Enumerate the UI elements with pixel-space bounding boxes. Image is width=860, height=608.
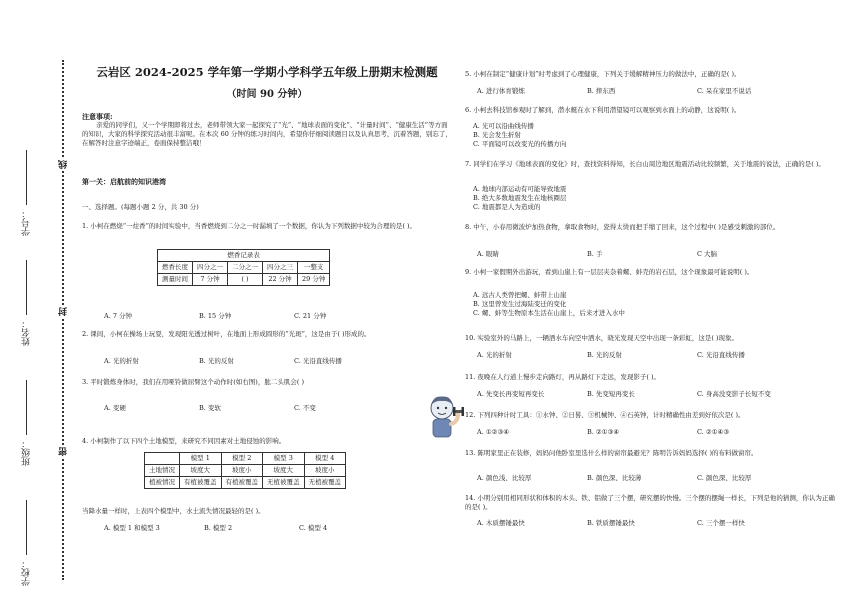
question-8-text: 8. 中午，小春用微波炉加热食物，拿取食物时，瓷得太烫而把手缩了回来，这个过程中( )是感受刺激的部位。 xyxy=(465,223,780,231)
option-b[interactable]: B. 绝大多数地震发生在地核圈层 xyxy=(473,194,567,202)
question-6-text: 6. 小柯去科技馆参观时了解到，潜水艇在水下利用潜望镜可以观察到水面上的动静，这说明( )。 xyxy=(465,106,741,114)
option-a[interactable]: A. 远古人类曾把螺、蚌带上山崖 xyxy=(473,291,567,299)
question-3 xyxy=(82,378,452,387)
option-a[interactable]: A. 先变长再变短再变长 xyxy=(477,390,545,398)
seal-char-seal: 封 xyxy=(59,307,69,316)
question-13-text: 13. 陈明家里正在装修，妈妈问他卧室里选什么样的窗帘最避光？陈明告诉妈妈选择( )的布料做窗帘。 xyxy=(465,449,758,457)
exam-time: （时间 90 分钟） xyxy=(226,89,308,100)
student-id-label: 学号： xyxy=(22,209,32,236)
option-b[interactable]: B. ②①③④ xyxy=(587,428,620,436)
option-b[interactable]: B. 铁质摆锤最快 xyxy=(587,519,635,527)
option-b[interactable]: B. 模型 2 xyxy=(204,524,233,532)
student-name-label: 姓名： xyxy=(22,319,32,346)
table-cell: 无植被覆盖 xyxy=(263,477,305,489)
question-7-options xyxy=(465,185,835,212)
option-c[interactable]: C 大脑 xyxy=(697,250,718,258)
table-cell: 坡度大 xyxy=(263,465,305,477)
option-a[interactable]: A. 木质摆锤最快 xyxy=(477,519,525,527)
student-name-field[interactable] xyxy=(20,260,33,346)
seal-char-secret: 密 xyxy=(59,447,69,456)
question-5-text: 5. 小柯在制定“健康计划”时考虑到了心理健康，下列关于缓解精神压力的做法中，正确的是( )。 xyxy=(465,70,741,78)
question-14-options xyxy=(477,519,847,528)
option-c[interactable]: C. 不变 xyxy=(294,404,316,412)
question-4-text: 4. 小柯制作了以下四个土地模型，来研究不同因素对土地侵蚀的影响。 xyxy=(82,437,286,445)
table-cell: 模型 4 xyxy=(304,453,346,465)
table-cell: 测量时间 xyxy=(158,274,193,286)
question-4 xyxy=(82,437,452,446)
incense-table-title: 燃香记录表 xyxy=(158,250,330,262)
question-8-options xyxy=(477,250,847,259)
table-cell: 燃香长度 xyxy=(158,262,193,274)
question-14-text: 14. 小明分别用相同形状和体积的木头、铁、铝做了三个摆，研究摆的快慢。三个摆的摆绳一样长，下列是他的猜测，你认为正确的是( )。 xyxy=(465,494,835,511)
question-5-options xyxy=(477,87,847,96)
option-b[interactable]: B. 变软 xyxy=(199,404,221,412)
dumbbell-kid-illustration xyxy=(418,392,466,442)
option-c[interactable]: C. 呆在家里不说话 xyxy=(697,87,752,95)
school-field[interactable] xyxy=(20,500,33,586)
table-cell: 模型 3 xyxy=(263,453,305,465)
exam-title: 云岩区 2024-2025 学年第一学期小学科学五年级上册期末检测题 xyxy=(96,65,438,79)
question-4-options xyxy=(104,524,474,533)
table-cell: 坡度大 xyxy=(180,465,222,477)
notes-heading: 注意事项: xyxy=(82,112,113,121)
section-instruction: 一、选择题。(每题小题 2 分，共 30 分) xyxy=(82,203,199,211)
option-a[interactable]: A. 进行体育锻炼 xyxy=(477,87,525,95)
class-field[interactable] xyxy=(20,380,33,466)
table-cell xyxy=(145,453,180,465)
question-11-options xyxy=(477,390,847,399)
option-b[interactable]: B. 这里曾发生过海陆变迁的变化 xyxy=(473,300,567,308)
table-cell: 坡度小 xyxy=(304,465,346,477)
binding-strip xyxy=(0,0,80,608)
question-1-text: 1. 小柯在燃烧“一炷香”的时间实验中，当香燃烧到二分之一时漏填了一个数据，你认为下列数据中较为合理的是( )。 xyxy=(82,222,417,230)
option-c[interactable]: C. 地震都是人为造成的 xyxy=(473,203,541,211)
class-label: 班级： xyxy=(22,439,32,466)
question-13-options xyxy=(477,474,847,483)
table-cell: 模型 2 xyxy=(221,453,263,465)
binding-dotted-line xyxy=(62,60,64,580)
option-c[interactable]: C. 三个摆一样快 xyxy=(697,519,745,527)
option-b[interactable]: B. 摔东西 xyxy=(587,87,616,95)
table-cell[interactable]: ( ) xyxy=(228,274,263,286)
section-heading: 第一关：启航前的知识港湾 xyxy=(82,177,166,186)
option-a[interactable]: A. 眼睛 xyxy=(477,250,499,258)
table-cell: 一整支 xyxy=(298,262,330,274)
option-c[interactable]: C. 光沿直线传播 xyxy=(697,351,745,359)
table-cell: 模型 1 xyxy=(180,453,222,465)
option-c[interactable]: C. ②①④③ xyxy=(697,428,730,436)
option-b[interactable]: B. 先变短再变长 xyxy=(587,390,635,398)
notes-block xyxy=(82,112,452,148)
question-1 xyxy=(82,222,452,231)
option-c[interactable]: C. 光沿直线传播 xyxy=(294,357,342,365)
table-cell: 植被情况 xyxy=(145,477,180,489)
table-cell: 土地情况 xyxy=(145,465,180,477)
question-10-options xyxy=(477,351,847,360)
table-cell: 坡度小 xyxy=(221,465,263,477)
option-c[interactable]: C. 身高没变影子长短不变 xyxy=(697,390,771,398)
option-c[interactable]: C. 平面镜可以改变光的传播方向 xyxy=(473,140,567,148)
option-c[interactable]: C. 21 分钟 xyxy=(294,312,327,320)
option-b[interactable]: B. 颜色深、比较薄 xyxy=(587,474,642,482)
land-model-table xyxy=(144,452,346,489)
option-a[interactable]: A. 地球内部运动有可能导致地震 xyxy=(473,185,567,193)
table-cell: 29 分钟 xyxy=(298,274,330,286)
option-b[interactable]: B. 光会发生折射 xyxy=(473,131,521,139)
option-c[interactable]: C. 颜色深、比较厚 xyxy=(697,474,752,482)
option-a[interactable]: A. 光的折射 xyxy=(104,357,139,365)
notes-body: 亲爱的同学们，又一个学期即将过去，老师带领大家一起探究了“光”、“地球表面的变化”、“计量时间”、“健康生活”等方面的知识，大家的科学探究活动很丰富呢。在本次 60 分钟的练习时间内，希望你仔细阅读题目以及认真思考，沉着答题，别忘了，在解答时注意字迹端正，卷面保持整洁哦！ xyxy=(82,121,452,147)
option-b[interactable]: B. 光的反射 xyxy=(199,357,234,365)
table-cell: 四分之一 xyxy=(193,262,228,274)
question-1-options xyxy=(104,312,474,321)
option-a[interactable]: A. 颜色浅、比较厚 xyxy=(477,474,532,482)
option-a[interactable]: A. 7 分钟 xyxy=(104,312,133,320)
question-2 xyxy=(82,330,452,339)
option-a[interactable]: A. 模型 1 和模型 3 xyxy=(104,524,160,532)
table-cell: 二分之一 xyxy=(228,262,263,274)
table-cell: 无植被覆盖 xyxy=(304,477,346,489)
question-4-followup: 当降水量一样时，上表四个模型中，水土流失情况最轻的是( )。 xyxy=(82,507,265,515)
option-a[interactable]: A. 光的折射 xyxy=(477,351,512,359)
question-12-options xyxy=(477,428,847,437)
question-2-options xyxy=(104,357,474,366)
incense-table xyxy=(157,249,330,286)
table-cell: 有植被覆盖 xyxy=(180,477,222,489)
school-label: 学校： xyxy=(22,559,32,586)
option-b[interactable]: B. 15 分钟 xyxy=(199,312,232,320)
table-cell: 四分之三 xyxy=(263,262,298,274)
question-3-text: 3. 平时锻炼身体时，我们在用哑铃做屈臂这个动作时(如右图)，肱二头肌会( ) xyxy=(82,378,304,386)
option-b[interactable]: B. 光的反射 xyxy=(587,351,622,359)
table-cell: 有植被覆盖 xyxy=(221,477,263,489)
option-a[interactable]: A. ①②③④ xyxy=(477,428,510,436)
option-a[interactable]: A. 光可以沿曲线传播 xyxy=(473,122,534,130)
student-id-field[interactable] xyxy=(20,150,33,236)
table-cell: 7 分钟 xyxy=(193,274,228,286)
question-2-text: 2. 课间，小柯在操场上玩耍，发现阳光透过树叶，在地面上形成圆形的“光斑”，这是由于( )形成的。 xyxy=(82,330,371,338)
option-b[interactable]: B. 手 xyxy=(587,250,603,258)
question-10-text: 10. 实验室外的马路上，一辆洒水车向空中洒水，晓光发现天空中出现一条彩虹，这是( )现象。 xyxy=(465,334,739,342)
table-cell: 22 分钟 xyxy=(263,274,298,286)
question-11-text: 11. 夜晚在人行道上慢步走向路灯，再从路灯下走远，发现影子( )。 xyxy=(465,373,661,381)
question-9-text: 9. 小柯一家假期外出游玩，看到山崖上有一层层夹杂着螺、蚌壳的岩石层，这个现象最可能说明( )。 xyxy=(465,268,754,276)
question-6-options xyxy=(465,122,835,149)
question-9-options xyxy=(465,291,835,318)
option-c[interactable]: C. 螺、蚌等生物原本生活在山崖上，后来才进入水中 xyxy=(473,309,625,317)
option-c[interactable]: C. 模型 4 xyxy=(299,524,328,532)
option-a[interactable]: A. 变硬 xyxy=(104,404,126,412)
question-7-text: 7. 同学们在学习《地球表面的变化》时，查找资料得知，长白山周边地区地震活动比较频繁，关于地震的说法，正确的是( )。 xyxy=(465,160,825,168)
question-12-text: 12. 下列四种计时工具：①水钟、②日晷、③机械钟、④石英钟，计时精确性由差到好依次是( )。 xyxy=(465,411,745,419)
seal-char-line: 线 xyxy=(59,160,69,169)
